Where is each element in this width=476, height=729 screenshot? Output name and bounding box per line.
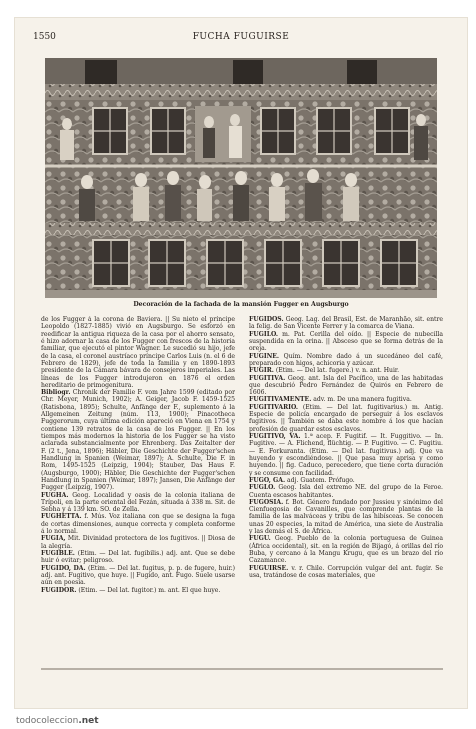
dictionary-entry: FUGINE. Quím. Nombre dado á un sucedáneo del café, preparado con higos, achicoria y azúcar. — [249, 352, 443, 367]
watermark-suffix: .net — [78, 716, 99, 726]
figure-caption: Decoración de la fachada de la mansión Fugger en Augsburgo — [133, 301, 349, 308]
dictionary-entry: FUGHETTA. f. Mús. Voz italiana con que se designa la fuga de cortas dimensiones, aunque correcta y completa conforme á lo normal. — [41, 513, 235, 536]
dictionary-entry: FUGITIVARIO. (Etim. — Del lat. fugitivarius.) m. Antig. Especie de policía encargado de perseguir á los esclavos fugitivos. || También se daba este nombre á los que hacían profesión de guardar estos esclavos. — [249, 403, 443, 433]
dictionary-entry: FUGIA, Mit. Divinidad protectora de los fugitivos. || Diosa de la alegría. — [41, 535, 235, 550]
dictionary-entry: FUGUIRSE. v. r. Chile. Corrupción vulgar del ant. fugir. Se usa, tratándose de cosas materiales, que — [249, 564, 443, 579]
left-column — [41, 316, 235, 646]
dictionary-columns — [41, 316, 443, 646]
facade-photo — [45, 58, 437, 298]
dictionary-entry: FUGILO. m. Pat. Cerilla del oído. || Especie de nubecilla suspendida en la orina. || Absceso que se forma detrás de la oreja. — [249, 330, 443, 353]
dictionary-entry: FUGIDOR. (Etim. — Del lat. fugitor.) m. ant. El que huye. — [41, 586, 221, 594]
watermark-logo — [16, 716, 99, 726]
dictionary-entry: FUGOSIA. f. Bot. Género fundado por Jussieu y sinónimo del Cienfuegosia de Cavanilles, que comprende plantas de la familia de las malváceas y tribu de las hibísceas. Se conocen unas 20 especies, la mitad de América, una siete de Australia y las demás el S. de África. — [249, 498, 443, 536]
dictionary-entry: FUGLO. Geog. Isla del extremo NE. del grupo de la Feroe. Cuenta escasos habitantes. — [249, 484, 443, 499]
dictionary-entry: FUGIDOS. Geog. Lag. del Brasil, Est. de Maranhão, sit. entre la felig. de San Vicente Ferrer y la comarca de Viana. — [249, 316, 443, 331]
page-divider — [41, 668, 443, 670]
right-column — [249, 316, 443, 646]
dictionary-entry: FUGITIVO, VA. 1.ª acep. F. Fugitif. — It. Fuggitivo. — In. Fugitive. — A. Flichend, flüchtig. — P. Fugitivo. — C. Fugitiu. — E. Forkuranta. (Etim. — Del lat. fugitivus.) adj. Que va huyendo y escondiéndose. || Que pasa muy aprisa y como huyendo. || fig. Caduco, perecedero, que tiene corta duración y se consume con facilidad. — [249, 433, 443, 477]
running-head-words: FUCHA FUGUIRSE — [192, 32, 290, 42]
dictionary-entry: FUGIR. (Etim. — Del lat. fugere.) v. n. ant. Huir. — [249, 367, 400, 375]
dictionary-entry: FUGIDO, DA. (Etim. — Del lat. fugitus, p. p. de fugere, huir.) adj. ant. Fugitivo, que huye. || Fugido, ant. Fugo. Suele usarse aún en poesía. — [41, 564, 235, 587]
dictionary-entry: FUGU. Geog. Pueblo de la colonia portuguesa de Guinea (África occidental), sit. en la región de Bijagó, á orillas del río Buba, y cercano á la Mangu Krugu, que es un brazo del río Cazamance. — [249, 535, 443, 565]
dictionary-entry: FUGIBLE. (Etim. — Del lat. fugibilis.) adj. ant. Que se debe huir ó evitar; peligroso. — [41, 550, 235, 565]
running-header — [33, 32, 449, 46]
dictionary-entry: FUGHA. Geog. Localidad y oasis de la colonia italiana de Trípoli, en la parte oriental del Fezán, situada á 338 m. Sit. de Sebha y á 139 km. SO. de Zella. — [41, 491, 235, 514]
page-sheet — [15, 18, 467, 708]
dictionary-entry: FUGITIVA. Geog. ant. Isla del Pacífico, una de las habitadas que descubrió Pedro Fernández de Quirós en Febrero de 1606. — [249, 374, 443, 397]
dictionary-entry: Bibliogr. Chronik der Familie F. vom Jahre 1599 (editado por Chr. Meyer, Munich, 1902); A. Geiger, Jacob F. 1459-1525 (Ratisbona, 1895); Schulte, Anfänge der F., suplemento á la Allgemeinen Zeitung (núm. 113, 1900); Pinacotheca Fuggerorum, cuya última edición apareció en Viena en 1754 y contiene 139 retratos de la casa de los Fugger. || En los tiempos más modernos la historia de los Fugger se ha visto aclarada substancialmente por Ehrenberg. Das Zeitalter der F. (2 t., Jena, 1896); Häbler, Die Geschichte der Fugger'schen Handlung in Spanien (Weimar, 1897); A. Schulte, Die F. in Rom, 1495-1525 (Leipzig, 1904); Stauber, Das Haus F. (Augsburgo, 1900); Häbler, Die Geschichte der Fugger'schen Handlung in Spanien (Weimar, 1897); Jansen, Die Anfänge der Fugger (Leipzig, 1907). — [41, 389, 235, 492]
dictionary-entry: FUGO, GA. adj. Guatem. Prófugo. — [249, 476, 355, 484]
page-number: 1550 — [33, 32, 56, 42]
dictionary-entry: de los Fugger á la corona de Baviera. || Su nieto el príncipe Leopoldo (1827-1885) vivió en Augsburgo. Se esforzó en reedificar la antigua riqueza de la casa por el ahorro sensato, é hizo adornar la casa de los Fugger con frescos de la historia familiar, que ejecutó el pintor Wagner. Le sucedió su hijo, jefe de la casa, el coronel austríaco príncipe Carlos Luis (n. el 6 de Febrero de 1829), jefe de toda la familia y en 1890-1893 presidente de la Cámara bávara de consejeros imperiales. Las líneas de los Fugger introdujeron en 1876 el orden hereditario de primogenitura. — [41, 316, 235, 389]
dictionary-entry: FUGITIVAMENTE. adv. m. De una manera fugitiva. — [249, 396, 412, 404]
watermark-text: todocoleccion — [16, 716, 79, 726]
facade-engraving — [45, 58, 437, 298]
